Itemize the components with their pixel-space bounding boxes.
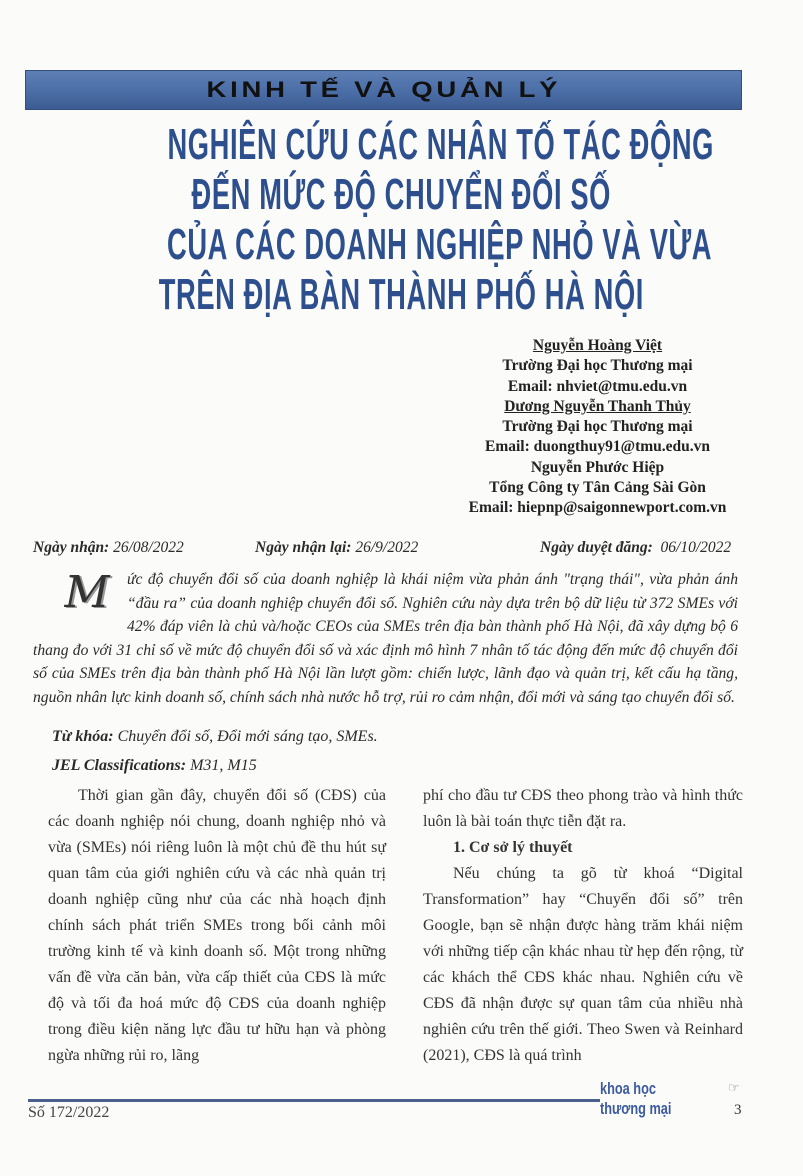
issue-number: Số 172/2022 <box>28 1103 110 1121</box>
author-name: Nguyễn Hoàng Việt <box>532 337 663 354</box>
accepted-date: Ngày duyệt đăng: 06/10/2022 <box>540 539 732 556</box>
author-name: Nguyễn Phước Hiệp <box>530 458 665 476</box>
journal-logo-line: thương mại <box>600 1098 672 1118</box>
keywords-value: Chuyển đổi số, Đổi mới sáng tạo, SMEs. <box>113 727 378 745</box>
author-email[interactable]: Email: hiepnp@saigonnewport.com.vn <box>468 499 727 517</box>
footer-divider <box>28 1099 600 1102</box>
author-affiliation: Tổng Công ty Tân Cảng Sài Gòn <box>489 479 706 497</box>
pointing-hand-icon: ☞ <box>728 1079 740 1095</box>
body-columns <box>33 783 743 1069</box>
keywords-label: Từ khóa: <box>52 727 114 745</box>
article-dates <box>33 538 743 562</box>
author-affiliation: Trường Đại học Thương mại <box>502 418 693 436</box>
article-title <box>0 120 803 320</box>
author-name: Dương Nguyễn Thanh Thủy <box>504 397 691 415</box>
journal-logo-line: khoa học <box>600 1078 656 1098</box>
abstract <box>33 568 738 710</box>
page-footer <box>28 1077 748 1127</box>
jel-classifications <box>52 755 743 777</box>
title-line: ĐẾN MỨC ĐỘ CHUYỂN ĐỔI SỐ <box>191 170 612 219</box>
section-heading: 1. Cơ sở lý thuyết <box>453 838 573 856</box>
received-date: Ngày nhận: 26/08/2022 <box>33 539 184 556</box>
page-number: 3 <box>734 1101 742 1118</box>
body-column-right <box>423 783 743 1069</box>
section-header-band <box>25 70 742 110</box>
jel-label: JEL Classifications: <box>52 756 187 774</box>
drop-cap: M <box>64 568 110 618</box>
body-column-left <box>48 783 386 1069</box>
title-line: TRÊN ĐỊA BÀN THÀNH PHỐ HÀ NỘI <box>158 270 645 319</box>
jel-value: M31, M15 <box>186 756 257 774</box>
section-header: KINH TẾ VÀ QUẢN LÝ <box>206 77 561 102</box>
body-paragraph: Nếu chúng ta gõ từ khoá “Digital Transformation” hay “Chuyển đổi số” trên Google, bạn sẽ nhận được hàng trăm khái niệm với những tiếp cận khác nhau từ hẹp đến rộng, từ các khách thể CĐS khác nhau. Nghiên cứu về CĐS đã nhận được sự quan tâm của nhiều nhà nghiên cứu trên thế giới. Theo Swen và Reinhard (2021), CĐS là quá trình <box>423 864 743 1064</box>
journal-logo <box>600 1079 695 1119</box>
title-line: NGHIÊN CỨU CÁC NHÂN TỐ TÁC ĐỘNG <box>167 120 715 169</box>
abstract-text: ức độ chuyển đổi số của doanh nghiệp là khái niệm vừa phản ánh "trạng thái", vừa phản ánh “đầu ra” của doanh nghiệp chuyển đổi số. Nghiên cứu này dựa trên bộ dữ liệu từ 372 SMEs với 42% đáp viên là chủ và/hoặc CEOs của SMEs trên địa bàn thành phố Hà Nội, đã xây dựng bộ 6 thang đo với 31 chỉ số về mức độ chuyển đổi số và xác định mô hình 7 nhân tố tác động đến mức độ chuyển đổi số của SMEs trên địa bàn thành phố Hà Nội lần lượt gồm: chiến lược, lãnh đạo và quản trị, kết cấu hạ tầng, nguồn nhân lực kinh doanh số, chính sách nhà nước hỗ trợ, rủi ro cảm nhận, đổi mới và sáng tạo chuyển đổi số. <box>33 571 738 706</box>
keywords <box>52 726 743 748</box>
title-line: CỦA CÁC DOANH NGHIỆP NHỎ VÀ VỪA <box>167 220 713 269</box>
revised-date: Ngày nhận lại: 26/9/2022 <box>255 539 419 556</box>
body-paragraph: phí cho đầu tư CĐS theo phong trào và hình thức luôn là bài toán thực tiễn đặt ra. <box>423 786 743 830</box>
body-paragraph: Thời gian gần đây, chuyển đổi số (CĐS) của các doanh nghiệp nói chung, doanh nghiệp nhỏ và vừa (SMEs) nói riêng luôn là một chủ đề thu hút sự quan tâm của giới nghiên cứu và các nhà quản trị doanh nghiệp cũng như của các nhà hoạch định chính sách phát triển SMEs trong bối cảnh môi trường kinh tế và kinh doanh số. Một trong những vấn đề vừa căn bản, vừa cấp thiết của CĐS là mức độ và tối đa hoá mức độ CĐS của doanh nghiệp trong điều kiện năng lực đầu tư hữu hạn và phòng ngừa những rủi ro, lãng <box>48 786 386 1064</box>
author-block <box>420 336 775 519</box>
author-email[interactable]: Email: duongthuy91@tmu.edu.vn <box>484 438 710 456</box>
author-affiliation: Trường Đại học Thương mại <box>502 357 693 375</box>
article-body <box>28 538 743 1127</box>
author-email[interactable]: Email: nhviet@tmu.edu.vn <box>507 377 688 395</box>
